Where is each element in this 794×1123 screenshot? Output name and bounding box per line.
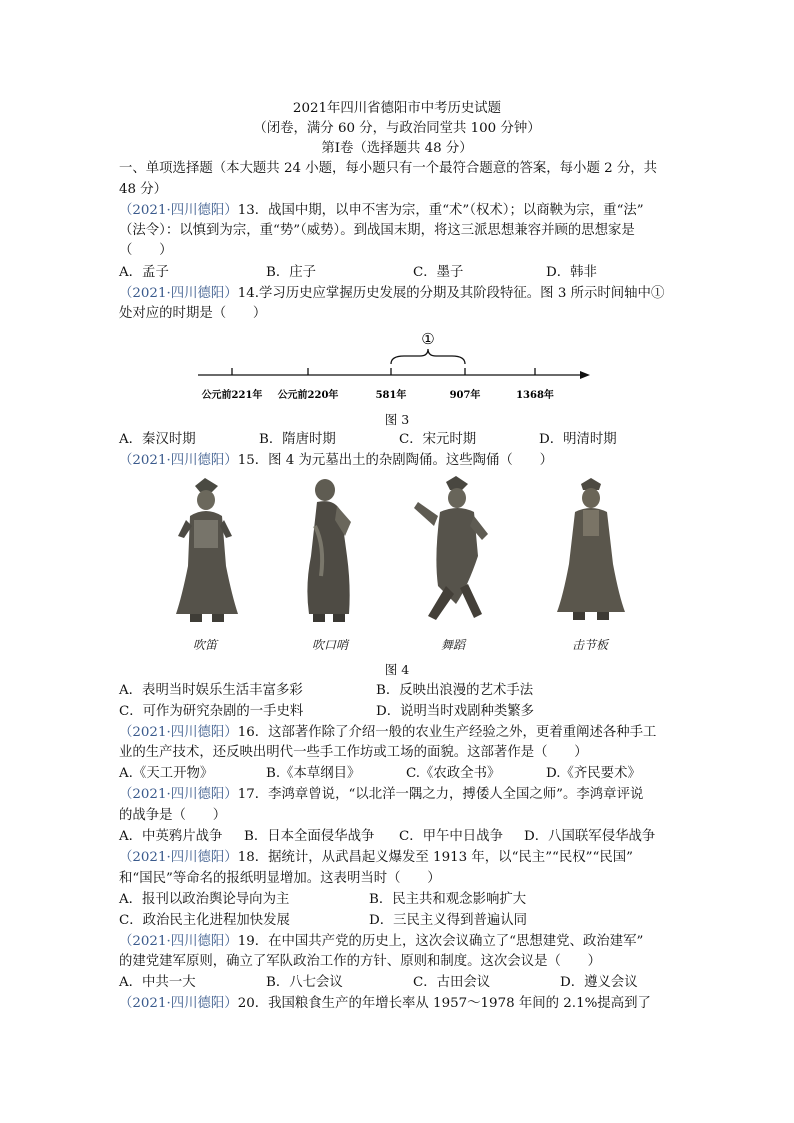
tick-label-4: 907年 xyxy=(449,390,481,401)
q16-source: （2021·四川德阳） xyxy=(119,725,238,740)
figure3-label: 图 3 xyxy=(384,412,410,427)
section-heading: 第Ⅰ卷（选择题共 48 分） xyxy=(321,141,473,156)
timeline-brace xyxy=(391,349,465,364)
timeline-marker: ① xyxy=(421,330,435,348)
part-intro-line1: 一、单项选择题（本大题共 24 小题，每小题只有一个最符合题意的答案，每小题 2 分，共 xyxy=(119,161,658,176)
tick-label-2: 公元前220年 xyxy=(277,390,339,401)
q13-source: （2021·四川德阳） xyxy=(119,203,238,218)
tick-label-1: 公元前221年 xyxy=(201,390,263,401)
q14-option-b: B．隋唐时期 xyxy=(259,432,336,447)
q19-option-c: C．古田会议 xyxy=(413,975,491,990)
q19-source: （2021·四川德阳） xyxy=(119,934,238,949)
figure4-label: 图 4 xyxy=(384,662,410,677)
figurine-flute-image xyxy=(160,476,250,626)
q17-option-a: A．中英鸦片战争 xyxy=(119,829,223,844)
q15-line1 xyxy=(119,451,553,471)
q15-option-a: A．表明当时娱乐生活丰富多彩 xyxy=(119,683,303,698)
q17-text1: 17．李鸿章曾说，“以北洋一隅之力，搏倭人全国之师”。李鸿章评说 xyxy=(237,787,644,802)
figurine-whistle-image xyxy=(285,476,375,626)
part-intro-line2: 48 分） xyxy=(119,182,168,197)
q18-text1: 18．据统计，从武昌起义爆发至 1913 年，以“民主”“民权”“民国” xyxy=(237,850,633,865)
q18-option-d: D．三民主义得到普遍认同 xyxy=(369,913,528,928)
timeline-figure xyxy=(190,328,600,408)
q13-line1 xyxy=(119,201,644,221)
figurine-caption-3: 舞蹈 xyxy=(440,638,465,652)
q19-line1 xyxy=(119,932,643,952)
q18-option-c: C．政治民主化进程加快发展 xyxy=(119,913,290,928)
q17-line2: 的战争是（ ） xyxy=(119,808,227,823)
q14-line2: 处对应的时期是（ ） xyxy=(119,306,267,321)
q15-option-d: D．说明当时戏剧种类繁多 xyxy=(376,704,535,719)
q13-option-d: D．韩非 xyxy=(546,265,597,280)
q19-text1: 19．在中国共产党的历史上，这次会议确立了“思想建党、政治建军” xyxy=(237,934,644,949)
figurine-clapper-image xyxy=(545,476,635,626)
q18-source: （2021·四川德阳） xyxy=(119,850,238,865)
q15-source: （2021·四川德阳） xyxy=(119,453,238,468)
q17-source: （2021·四川德阳） xyxy=(119,787,238,802)
figurine-caption-4: 击节板 xyxy=(571,638,608,652)
q17-option-d: D．八国联军侵华战争 xyxy=(524,829,656,844)
q13-line2: （法令）：以慎到为宗，重“势”（威势）。到战国末期，将这三派思想兼容并顾的思想家是 xyxy=(119,223,635,238)
q16-option-d: D.《齐民要术》 xyxy=(546,766,641,781)
q13-option-b: B．庄子 xyxy=(266,265,317,280)
q17-line1 xyxy=(119,785,643,805)
q13-text1: 13．战国中期，以申不害为宗，重“术”（权术）；以商鞅为宗，重“法” xyxy=(237,203,644,218)
q19-option-b: B．八七会议 xyxy=(266,975,343,990)
q13-line3: （ ） xyxy=(119,243,173,258)
q20-line1 xyxy=(119,994,651,1014)
q18-line2: 和“国民”等命名的报纸明显增加。这表明当时（ ） xyxy=(119,871,441,886)
q18-line1 xyxy=(119,848,633,868)
q14-option-c: C．宋元时期 xyxy=(399,432,477,447)
q19-line2: 的建党建军原则，确立了军队政治工作的方针、原则和制度。这次会议是（ ） xyxy=(119,954,602,969)
exam-title: 2021年四川省德阳市中考历史试题 xyxy=(292,101,502,116)
tick-label-5: 1368年 xyxy=(516,390,554,401)
q14-text1: 14.学习历史应掌握历史发展的分期及其阶段特征。图 3 所示时间轴中① xyxy=(237,286,665,301)
q15-option-b: B．反映出浪漫的艺术手法 xyxy=(376,683,534,698)
figurine-photos xyxy=(150,476,640,656)
q16-line1 xyxy=(119,723,656,743)
q15-text1: 15．图 4 为元墓出土的杂剧陶俑。这些陶俑（ ） xyxy=(237,453,553,468)
figurine-dance-image xyxy=(408,476,498,626)
q15-option-c: C．可作为研究杂剧的一手史料 xyxy=(119,704,304,719)
q13-option-a: A．孟子 xyxy=(119,265,169,280)
figurine-caption-2: 吹口哨 xyxy=(311,638,348,652)
q16-line2: 业的生产技术，还反映出明代一些手工作坊或工场的面貌。这部著作是（ ） xyxy=(119,745,588,760)
q17-option-b: B．日本全面侵华战争 xyxy=(244,829,375,844)
q16-option-c: C.《农政全书》 xyxy=(406,766,501,781)
q19-option-d: D．遵义会议 xyxy=(560,975,638,990)
exam-subtitle: （闭卷，满分 60 分，与政治同堂共 100 分钟） xyxy=(253,121,541,136)
figurine-caption-1: 吹笛 xyxy=(192,638,217,652)
tick-label-3: 581年 xyxy=(375,390,407,401)
q18-option-a: A．报刊以政治舆论导向为主 xyxy=(119,892,290,907)
q13-option-c: C．墨子 xyxy=(413,265,464,280)
q16-option-a: A.《天工开物》 xyxy=(119,766,214,781)
q17-option-c: C．甲午中日战争 xyxy=(399,829,503,844)
q20-text1: 20．我国粮食生产的年增长率从 1957～1978 年间的 2.1%提高到了 xyxy=(237,996,651,1011)
q20-source: （2021·四川德阳） xyxy=(119,996,238,1011)
q14-option-d: D．明清时期 xyxy=(539,432,617,447)
q16-text1: 16．这部著作除了介绍一般的农业生产经验之外，更着重阐述各种手工 xyxy=(237,725,657,740)
q14-source: （2021·四川德阳） xyxy=(119,286,238,301)
q14-option-a: A．秦汉时期 xyxy=(119,432,196,447)
q16-option-b: B.《本草纲目》 xyxy=(266,766,361,781)
timeline-arrow-icon xyxy=(580,371,590,379)
q14-line1 xyxy=(119,284,664,304)
q18-option-b: B．民主共和观念影响扩大 xyxy=(369,892,527,907)
q19-option-a: A．中共一大 xyxy=(119,975,196,990)
